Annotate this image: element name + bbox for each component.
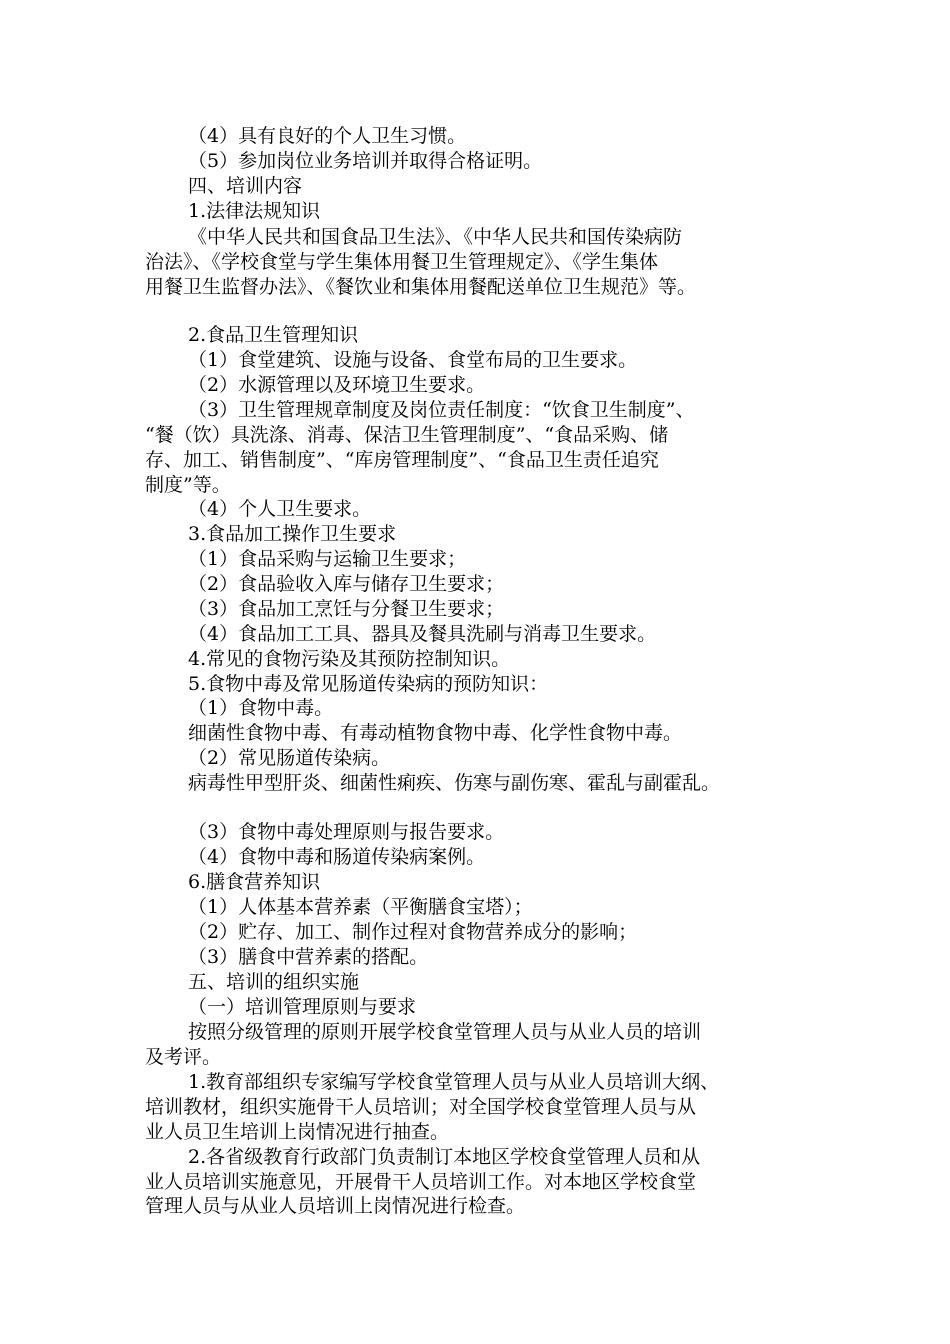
text-line: 业人员卫生培训上岗情况进行抽查。: [145, 1121, 450, 1143]
text-line: （3）膳食中营养素的搭配。: [188, 946, 429, 968]
subsection-heading: 3.食品加工操作卫生要求: [188, 523, 397, 545]
text-line: （3）食物中毒处理原则与报告要求。: [188, 821, 505, 843]
section-heading: 四、培训内容: [188, 175, 303, 197]
text-line: 2.各省级教育行政部门负责制订本地区学校食堂管理人员和从: [188, 1146, 701, 1168]
subsection-heading: （一）培训管理原则与要求: [188, 996, 417, 1018]
text-line: 用餐卫生监督办法》、《餐饮业和集体用餐配送单位卫生规范》等。: [145, 276, 697, 298]
text-line: 制度”等。: [145, 474, 231, 496]
text-line: 业人员培训实施意见，开展骨干人员培训工作。对本地区学校食堂: [145, 1171, 697, 1193]
text-line: （2）水源管理以及环境卫生要求。: [188, 374, 486, 396]
text-line: （5）参加岗位业务培训并取得合格证明。: [188, 150, 543, 172]
text-line: （4）食品加工工具、器具及餐具洗刷与消毒卫生要求。: [188, 623, 657, 645]
text-line: 1.教育部组织专家编写学校食堂管理人员与从业人员培训大纲、: [188, 1071, 720, 1093]
subsection-heading: 6.膳食营养知识: [188, 871, 321, 893]
text-line: 管理人员与从业人员培训上岗情况进行检查。: [145, 1195, 526, 1217]
text-line: 治法》、《学校食堂与学生集体用餐卫生管理规定》、《学生集体: [145, 251, 659, 273]
text-line: 按照分级管理的原则开展学校食堂管理人员与从业人员的培训: [188, 1021, 702, 1043]
subsection-heading: 5.食物中毒及常见肠道传染病的预防知识：: [188, 673, 549, 695]
text-line: 及考评。: [145, 1046, 222, 1068]
text-line: （1）食品采购与运输卫生要求；: [188, 548, 467, 570]
text-line: （4）个人卫生要求。: [188, 498, 372, 520]
section-heading: 五、培训的组织实施: [188, 971, 360, 993]
text-line: （1）食物中毒。: [188, 697, 334, 719]
text-line: （2）贮存、加工、制作过程对食物营养成分的影响；: [188, 921, 638, 943]
text-line: 存、加工、销售制度”、“库房管理制度”、“食品卫生责任追究: [145, 449, 659, 471]
text-line: 细菌性食物中毒、有毒动植物食物中毒、化学性食物中毒。: [188, 722, 683, 744]
text-line: （1）人体基本营养素（平衡膳食宝塔）；: [188, 896, 533, 918]
subsection-heading: 2.食品卫生管理知识: [188, 324, 359, 346]
text-line: （4）食物中毒和肠道传染病案例。: [188, 846, 486, 868]
text-line: 《中华人民共和国食品卫生法》、《中华人民共和国传染病防: [188, 226, 683, 248]
text-line: （2）食品验收入库与储存卫生要求；: [188, 573, 505, 595]
text-line: （1）食堂建筑、设施与设备、食堂布局的卫生要求。: [188, 349, 638, 371]
text-line: 培训教材，组织实施骨干人员培训；对全国学校食堂管理人员与从: [145, 1096, 697, 1118]
subsection-heading: 4.常见的食物污染及其预防控制知识。: [188, 648, 511, 670]
text-line: 病毒性甲型肝炎、细菌性痢疾、伤寒与副伤寒、霍乱与副霍乱。: [188, 772, 721, 794]
text-line: （4）具有良好的个人卫生习惯。: [188, 125, 467, 147]
text-line: “餐（饮）具洗涤、消毒、保洁卫生管理制度”、“食品采购、储: [145, 424, 669, 446]
text-line: （2）常见肠道传染病。: [188, 747, 391, 769]
text-line: （3）食品加工烹饪与分餐卫生要求；: [188, 598, 505, 620]
subsection-heading: 1.法律法规知识: [188, 200, 321, 222]
text-line: （3）卫生管理规章制度及岗位责任制度：“饮食卫生制度”、: [188, 399, 695, 421]
